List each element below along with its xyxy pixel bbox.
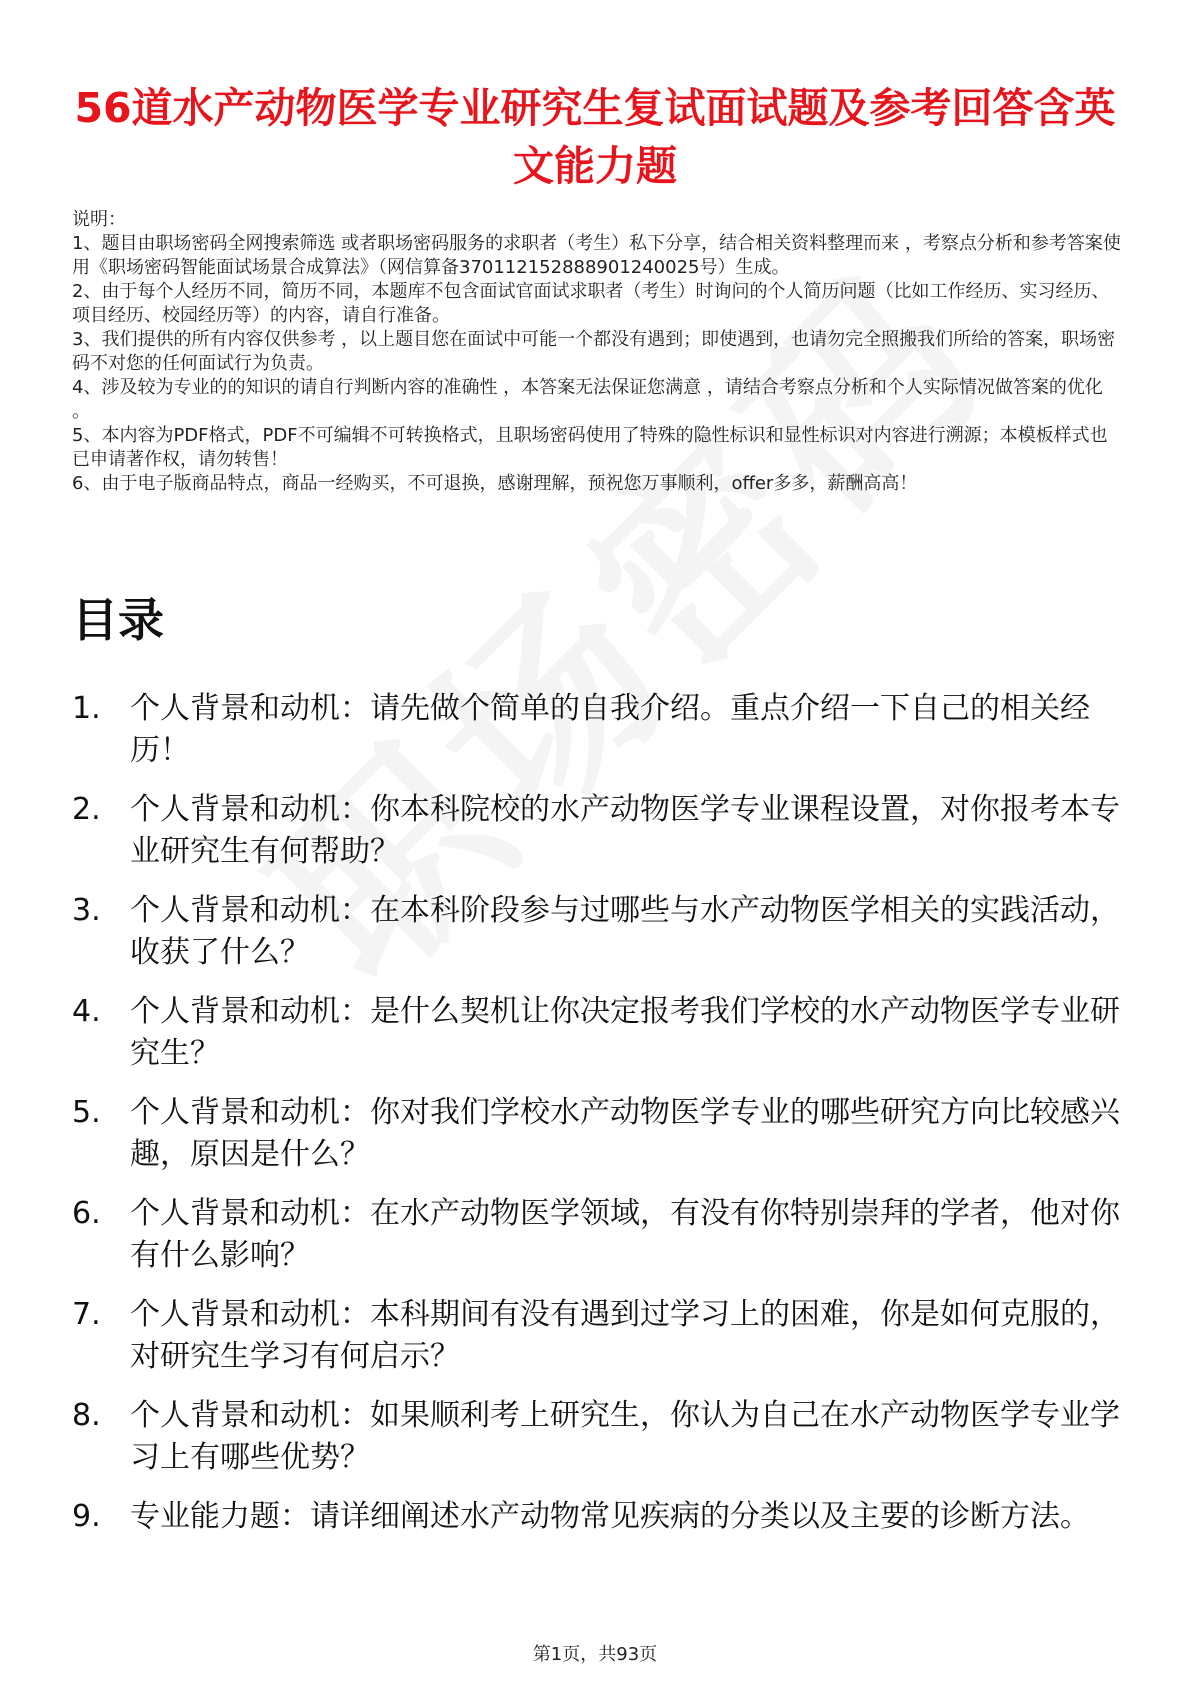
toc-item-text: 个人背景和动机：在水产动物医学领域，有没有你特别崇拜的学者，他对你有什么影响？ [130,1196,1120,1273]
toc-item-number: 8. [72,1398,101,1433]
note-item: 6、由于电子版商品特点，商品一经购买，不可退换，感谢理解，预祝您万事顺利，offer多多，薪酬高高！ [72,473,918,494]
notes-section [72,208,1122,496]
note-item: 1、题目由职场密码全网搜索筛选 或者职场密码服务的求职者（考生）私下分享，结合相关资料整理而来 ，考察点分析和参考答案使用《职场密码智能面试场景合成算法》（网信算备370112152888901240025号）生成。 [72,233,1121,278]
toc-item[interactable] [72,1092,1122,1176]
toc-item[interactable] [72,1193,1122,1277]
toc-item-text: 个人背景和动机：你对我们学校水产动物医学专业的哪些研究方向比较感兴趣，原因是什么？ [130,1095,1120,1172]
toc-item-number: 5. [72,1095,101,1130]
toc-item-text: 个人背景和动机：本科期间有没有遇到过学习上的困难，你是如何克服的，对研究生学习有何启示？ [130,1297,1120,1374]
toc-item-text: 个人背景和动机：如果顺利考上研究生，你认为自己在水产动物医学专业学习上有哪些优势？ [130,1398,1120,1475]
note-item: 2、由于每个人经历不同，简历不同，本题库不包含面试官面试求职者（考生）时询问的个人简历问题（比如工作经历、实习经历、项目经历、校园经历等）的内容，请自行准备。 [72,281,1110,326]
toc-item-number: 6. [72,1196,101,1231]
toc-item[interactable] [72,1294,1122,1378]
toc-item-text: 个人背景和动机：是什么契机让你决定报考我们学校的水产动物医学专业研究生？ [130,994,1120,1071]
toc-item-number: 4. [72,994,101,1029]
toc-item[interactable] [72,789,1122,873]
toc-list [72,688,1122,1555]
toc-heading: 目录 [72,593,164,647]
toc-item-number: 9. [72,1499,101,1534]
toc-item-number: 2. [72,792,101,827]
page-number: 第1页，共93页 [532,1644,658,1665]
toc-item-number: 3. [72,893,101,928]
toc-item[interactable] [72,1395,1122,1479]
note-item: 4、涉及较为专业的的知识的请自行判断内容的准确性 ，本答案无法保证您满意 ，请结合考察点分析和个人实际情况做答案的优化 。 [72,377,1103,422]
notes-heading: 说明： [72,209,126,230]
toc-item[interactable] [72,688,1122,772]
toc-item-number: 1. [72,691,101,726]
toc-item-text: 个人背景和动机：请先做个简单的自我介绍。重点介绍一下自己的相关经历！ [130,691,1090,768]
toc-item[interactable] [72,991,1122,1075]
toc-item-text: 个人背景和动机：在本科阶段参与过哪些与水产动物医学相关的实践活动，收获了什么？ [130,893,1120,970]
document-title: 56道水产动物医学专业研究生复试面试题及参考回答含英文能力题 [74,84,1116,191]
note-item: 5、本内容为PDF格式，PDF不可编辑不可转换格式，且职场密码使用了特殊的隐性标识和显性标识对内容进行溯源；本模板样式也已申请著作权，请勿转售！ [72,425,1108,470]
toc-item[interactable] [72,890,1122,974]
note-item: 3、我们提供的所有内容仅供参考 ，以上题目您在面试中可能一个都没有遇到；即使遇到，也请勿完全照搬我们所给的答案，职场密码不对您的任何面试行为负责。 [72,329,1116,374]
toc-item-text: 个人背景和动机：你本科院校的水产动物医学专业课程设置，对你报考本专业研究生有何帮助？ [130,792,1120,869]
toc-item-text: 专业能力题：请详细阐述水产动物常见疾病的分类以及主要的诊断方法。 [130,1499,1090,1534]
toc-item[interactable] [72,1496,1122,1538]
toc-item-number: 7. [72,1297,101,1332]
